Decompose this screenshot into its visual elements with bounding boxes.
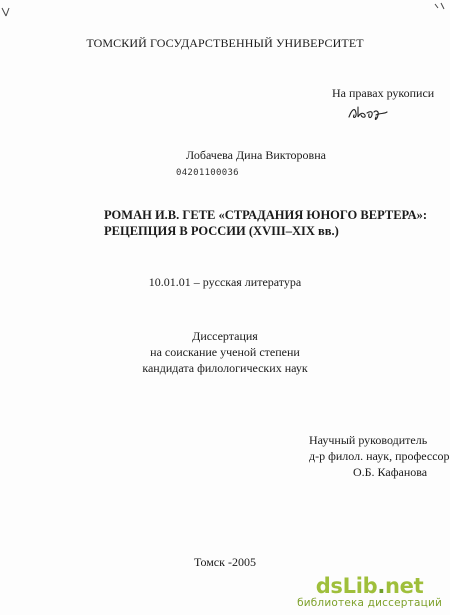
corner-scan-mark-left <box>0 6 12 20</box>
supervisor-name: О.Б. Кафанова <box>353 465 428 479</box>
city-year: Томск -2005 <box>194 555 256 569</box>
watermark-subtitle: библиотека диссертаций <box>297 597 442 609</box>
corner-scan-mark-right <box>432 0 448 12</box>
degree-line-3: кандидата филологических наук <box>142 361 308 375</box>
handwritten-signature <box>346 103 390 123</box>
author-name: Лобачева Дина Викторовна <box>186 148 326 162</box>
supervisor-line-2: д-р филол. наук, профессор <box>309 449 450 463</box>
manuscript-rights-note: На правах рукописи <box>332 86 435 100</box>
dslib-watermark <box>297 575 442 609</box>
degree-line-2: на соискание ученой степени <box>150 345 300 359</box>
supervisor-line-1: Научный руководитель <box>309 433 428 447</box>
dissertation-degree-block <box>0 328 450 376</box>
university-name: ТОМСКИЙ ГОСУДАРСТВЕННЫЙ УНИВЕРСИТЕТ <box>86 36 364 50</box>
supervisor-block <box>309 432 450 480</box>
degree-line-1: Диссертация <box>192 329 258 343</box>
specialty-code: 10.01.01 – русская литература <box>148 275 302 289</box>
registry-number: 04201100036 <box>176 168 239 178</box>
dissertation-title-line-2: РЕЦЕПЦИЯ В РОССИИ (XVIII–XIX вв.) <box>104 224 339 238</box>
watermark-logo: dsLib.net <box>315 574 424 598</box>
dissertation-title-line-1: РОМАН И.В. ГЕТЕ «СТРАДАНИЯ ЮНОГО ВЕРТЕРА»: <box>104 208 428 222</box>
